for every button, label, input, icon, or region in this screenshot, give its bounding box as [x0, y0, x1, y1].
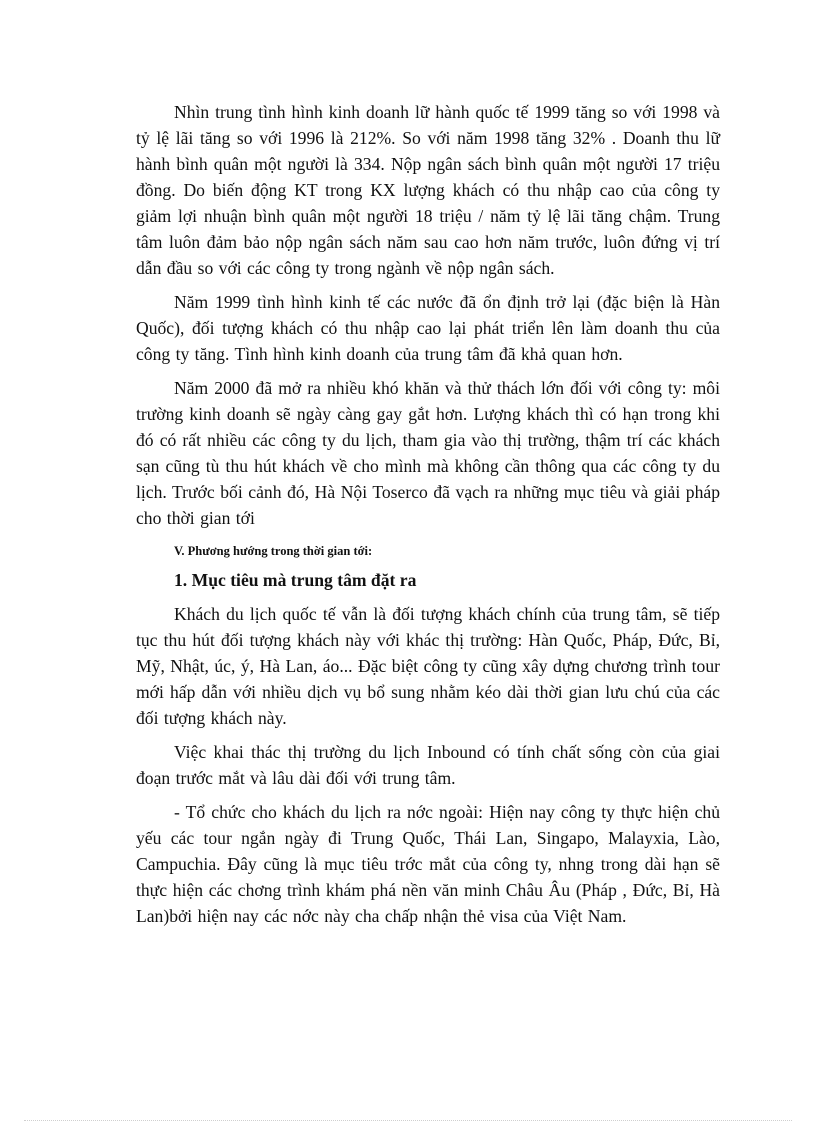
section-heading: V. Phương hướng trong thời gian tới:	[174, 544, 373, 558]
sub-heading: 1. Mục tiêu mà trung tâm đặt ra	[174, 570, 417, 590]
document-body	[136, 99, 720, 937]
paragraph-inbound-market: Việc khai thác thị trường du lịch Inbound có tính chất sống còn của giai đoạn trước mắt và lâu dài đối với trung tâm.	[136, 742, 720, 788]
paragraph-business-summary-1999: Nhìn trung tình hình kinh doanh lữ hành quốc tế 1999 tăng so với 1998 và tỷ lệ lãi tăng so với 1996 là 212%. So với năm 1998 tăng 32% . Doanh thu lữ hành bình quân một người là 334. Nộp ngân sách bình quân một người 17 triệu đồng. Do biến động KT trong KX lượng khách có thu nhập cao của công ty giảm lợi nhuận bình quân một người 18 triệu / năm tỷ lệ lãi tăng chậm. Trung tâm luôn đảm bảo nộp ngân sách năm sau cao hơn năm trước, luôn đứng vị trí dẫn đầu so với các công ty trong ngành về nộp ngân sách.	[136, 102, 720, 278]
paragraph-outbound-tours: - Tổ chức cho khách du lịch ra nớc ngoài: Hiện nay công ty thực hiện chủ yếu các tour ngắn ngày đi Trung Quốc, Thái Lan, Singapo, Malayxia, Lào, Campuchia. Đây cũng là mục tiêu trớc mắt của công ty, nhng trong dài hạn sẽ thực hiện các chơng trình khám phá nền văn minh Châu Âu (Pháp , Đức, Bỉ, Hà Lan)bởi hiện nay các nớc này cha chấp nhận thẻ visa của Việt Nam.	[136, 802, 720, 926]
paragraph-international-tourists: Khách du lịch quốc tế vẫn là đối tượng khách chính của trung tâm, sẽ tiếp tục thu hút đối tượng khách này với khác thị trường: Hàn Quốc, Pháp, Đức, Bỉ, Mỹ, Nhật, úc, ý, Hà Lan, áo... Đặc biệt công ty cũng xây dựng chương trình tour mới hấp dẫn với nhiều dịch vụ bổ sung nhằm kéo dài thời gian lưu chú của các đối tượng khách này.	[136, 604, 720, 728]
page-bottom-divider	[24, 1120, 792, 1121]
paragraph-economy-1999: Năm 1999 tình hình kinh tế các nước đã ổn định trở lại (đặc biện là Hàn Quốc), đối tượng khách có thu nhập cao lại phát triển lên làm doanh thu của công ty tăng. Tình hình kinh doanh của trung tâm đã khả quan hơn.	[136, 292, 720, 364]
paragraph-challenges-2000: Năm 2000 đã mở ra nhiều khó khăn và thử thách lớn đối với công ty: môi trường kinh doanh sẽ ngày càng gay gắt hơn. Lượng khách thì có hạn trong khi đó có rất nhiều các công ty du lịch, tham gia vào thị trường, thậm trí các khách sạn cũng tù thu hút khách về cho mình mà không cần thông qua các công ty du lịch. Trước bối cảnh đó, Hà Nội Toserco đã vạch ra những mục tiêu và giải pháp cho thời gian tới	[136, 378, 720, 528]
